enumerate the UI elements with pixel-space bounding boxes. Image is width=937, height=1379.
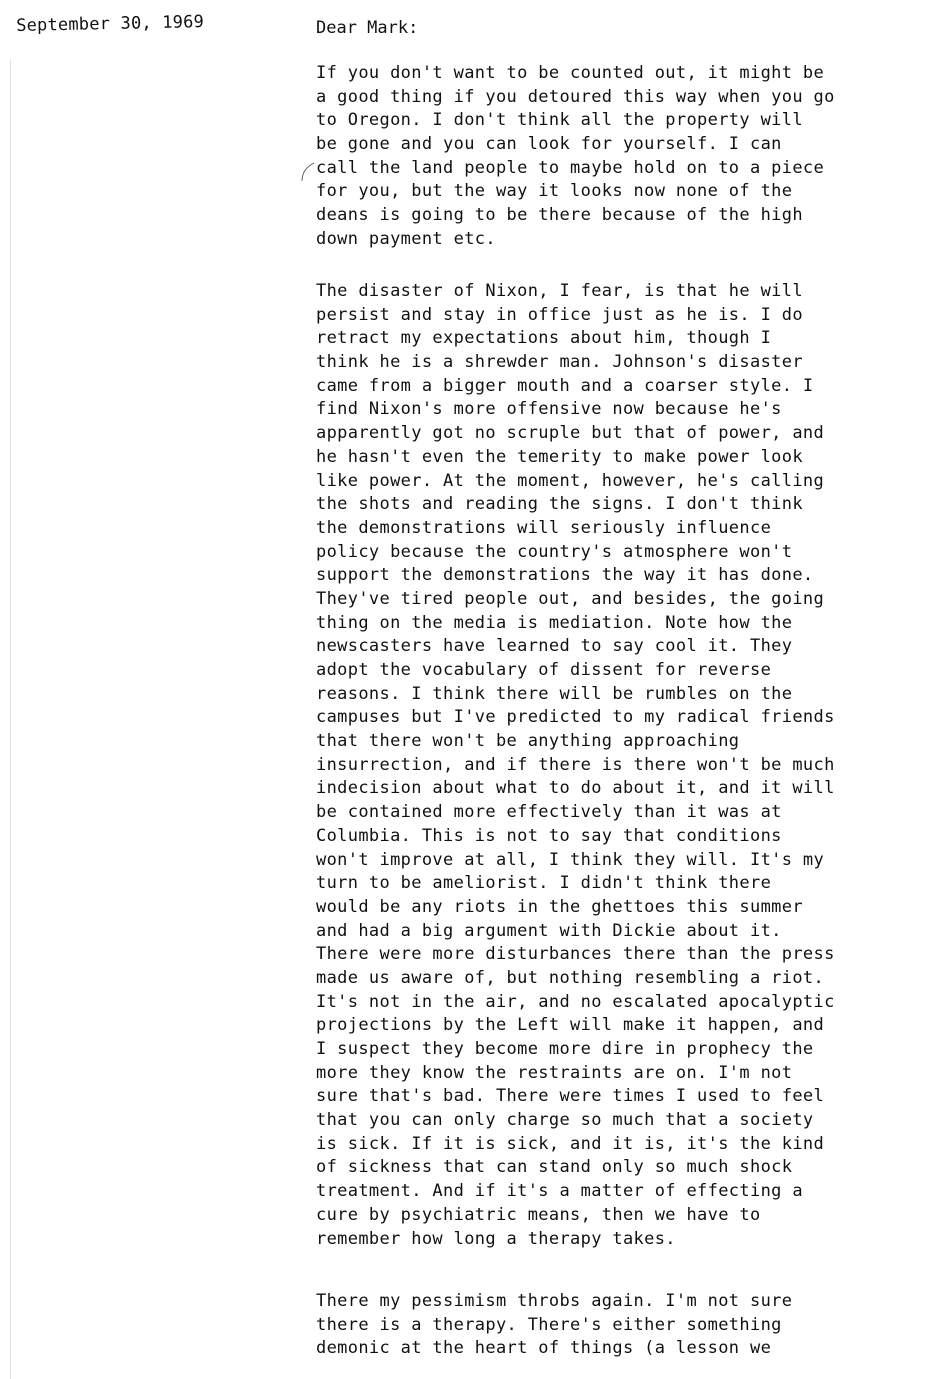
letter-line: The disaster of Nixon, I fear, is that he will <box>316 281 803 301</box>
margin-pencil-mark <box>298 162 318 182</box>
letter-line: indecision about what to do about it, and it will <box>316 778 835 799</box>
letter-line: If you don't want to be counted out, it might be <box>316 63 825 83</box>
letter-paragraph-2 <box>316 280 926 1251</box>
letter-line: would be any riots in the ghettoes this summer <box>316 896 803 917</box>
letter-line: retract my expectations about him, though I <box>316 328 772 349</box>
letter-line: thing on the media is mediation. Note how the <box>316 612 793 633</box>
letter-line: reasons. I think there will be rumbles on the <box>316 683 793 704</box>
letter-line: treatment. And if it's a matter of effecting a <box>316 1181 803 1202</box>
letter-line: there is a therapy. There's either something <box>316 1314 782 1335</box>
letter-line: sure that's bad. There were times I used to feel <box>316 1086 825 1107</box>
letter-line: I suspect they become more dire in prophecy the <box>316 1039 814 1059</box>
letter-line: policy because the country's atmosphere won't <box>316 541 793 562</box>
letter-line: call the land people to maybe hold on to a piece <box>316 157 825 178</box>
letter-line: It's not in the air, and no escalated apocalyptic <box>316 991 835 1012</box>
letter-line: insurrection, and if there is there won't be much <box>316 754 835 775</box>
letter-line: projections by the Left will make it happen, and <box>316 1015 825 1036</box>
letter-line: There my pessimism throbs again. I'm not sure <box>316 1291 793 1311</box>
letter-line: the demonstrations will seriously influence <box>316 517 772 538</box>
letter-line: find Nixon's more offensive now because he's <box>316 399 782 420</box>
letter-line: They've tired people out, and besides, the going <box>316 588 825 609</box>
letter-line: he hasn't even the temerity to make power look <box>316 446 803 467</box>
letter-line: that there won't be anything approaching <box>316 731 740 752</box>
letter-line: deans is going to be there because of the high <box>316 205 803 226</box>
letter-paragraph-1 <box>316 62 926 252</box>
letter-line: Columbia. This is not to say that conditions <box>316 825 782 846</box>
letter-line: campuses but I've predicted to my radical friends <box>316 707 835 728</box>
letter-line: persist and stay in office just as he is. I do <box>316 304 803 325</box>
letter-line: that you can only charge so much that a society <box>316 1110 814 1131</box>
letter-line: came from a bigger mouth and a coarser style. I <box>316 375 814 396</box>
letter-line: for you, but the way it looks now none of the <box>316 181 793 202</box>
letter-line: of sickness that can stand only so much shock <box>316 1157 793 1178</box>
letter-line: adopt the vocabulary of dissent for reverse <box>316 660 772 680</box>
letter-date: September 30, 1969 <box>16 12 205 36</box>
letter-line: be gone and you can look for yourself. I can <box>316 134 782 155</box>
letter-line: a good thing if you detoured this way when you go <box>316 86 835 107</box>
letter-salutation: Dear Mark: <box>316 18 419 38</box>
letter-line: apparently got no scruple but that of power, and <box>316 423 825 444</box>
letter-line: to Oregon. I don't think all the property will <box>316 110 803 131</box>
letter-line: down payment etc. <box>316 228 496 249</box>
letter-line: made us aware of, but nothing resembling a riot. <box>316 967 825 988</box>
letter-line: remember how long a therapy takes. <box>316 1228 676 1249</box>
letter-line: is sick. If it is sick, and it is, it's the kind <box>316 1133 825 1154</box>
letter-line: There were more disturbances there than the press <box>316 944 835 965</box>
letter-line: the shots and reading the signs. I don't think <box>316 494 803 515</box>
letter-line: be contained more effectively than it was at <box>316 802 782 823</box>
letter-line: turn to be ameliorist. I didn't think there <box>316 873 772 894</box>
letter-line: like power. At the moment, however, he's calling <box>316 470 825 491</box>
letter-line: and had a big argument with Dickie about it. <box>316 920 782 941</box>
letter-line: won't improve at all, I think they will. It's my <box>316 849 825 870</box>
letter-line: cure by psychiatric means, then we have to <box>316 1204 761 1225</box>
letter-line: more they know the restraints are on. I'm not <box>316 1062 793 1083</box>
letter-line: newscasters have learned to say cool it. They <box>316 636 793 657</box>
page-edge-line <box>10 60 11 1379</box>
letter-line: think he is a shrewder man. Johnson's disaster <box>316 352 803 373</box>
letter-paragraph-3 <box>316 1290 926 1361</box>
letter-line: support the demonstrations the way it has done. <box>316 565 814 586</box>
letter-line: demonic at the heart of things (a lesson we <box>316 1338 772 1359</box>
